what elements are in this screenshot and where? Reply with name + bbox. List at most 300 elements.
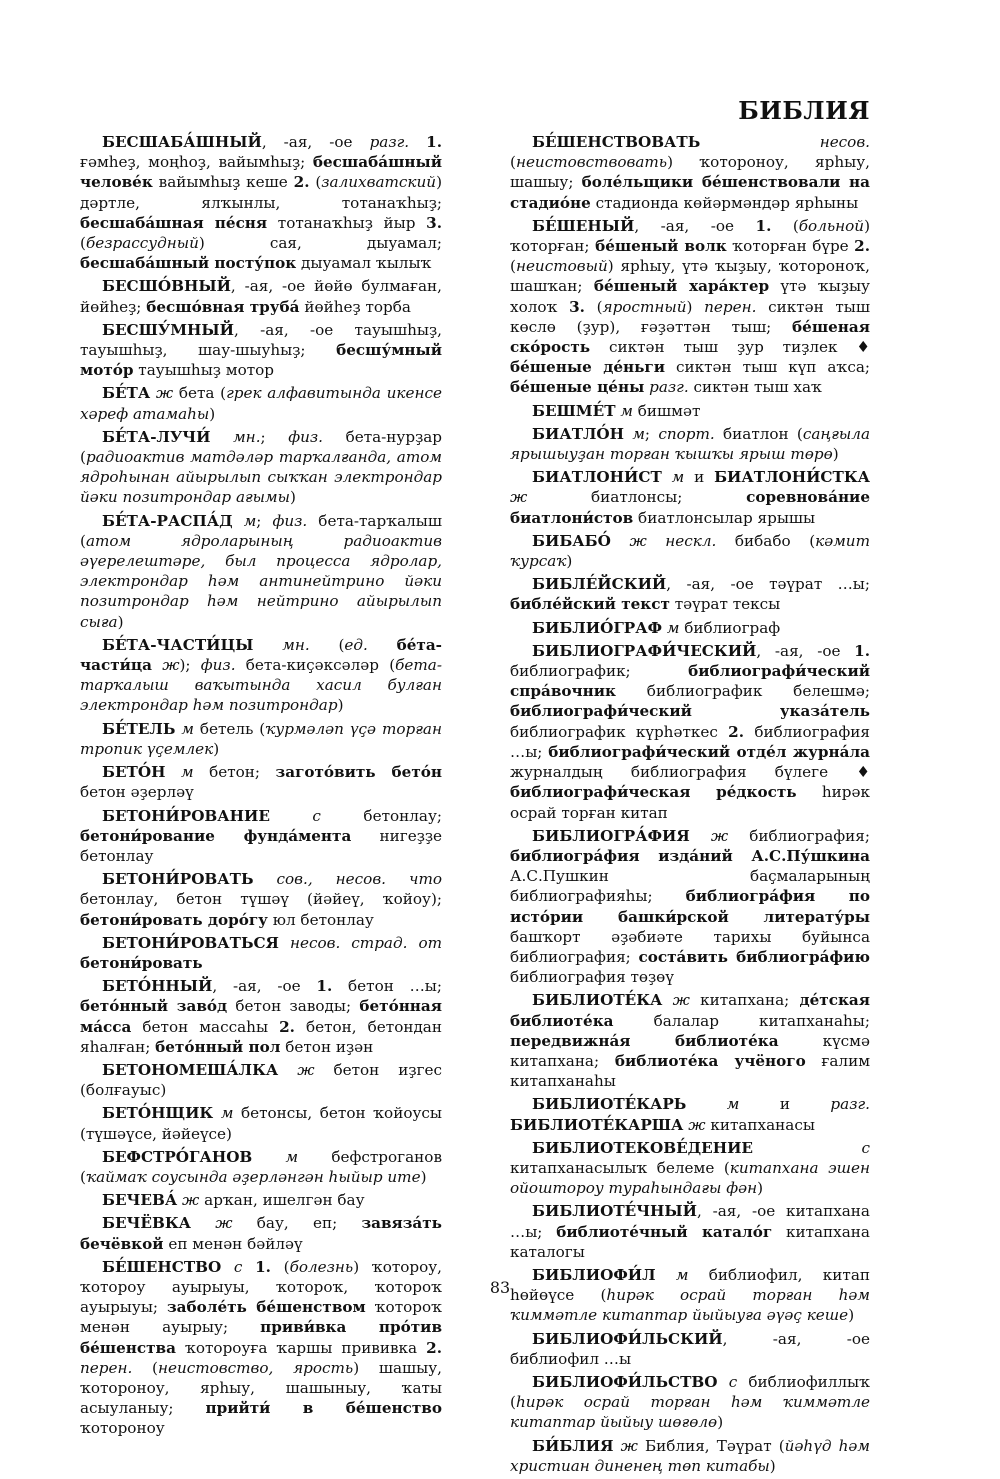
entry-example: заболе́ть бе́шенством	[166, 1298, 366, 1317]
entry-example: бе́та-части́ца	[80, 635, 442, 675]
dictionary-entry	[80, 1060, 442, 1100]
entry-text: бетон, бетондан яһалған;	[80, 1017, 442, 1056]
entry-label: ж нескл.	[629, 531, 717, 550]
entry-headword: БЕСШО́ВНЫЙ	[102, 277, 231, 296]
entry-text: , -ая, -ое	[634, 216, 756, 235]
entry-headword: БЕЧЕВА́	[102, 1191, 178, 1210]
entry-headword: БИ́БЛИЯ	[532, 1436, 614, 1455]
entry-label: безрассудный	[85, 234, 199, 253]
entry-label: бета-тарҡалыш ваҡытында хасил булған электрондар һәм позитрондар	[80, 656, 442, 715]
entry-text: күсмә китапхана;	[510, 1031, 870, 1070]
entry-text: балалар китапханаһы;	[613, 1011, 870, 1030]
entry-text: тотанаҡһыҙ йыр	[267, 213, 427, 232]
entry-label: неистовствовать	[515, 153, 668, 172]
entry-headword: БИБЛИОФИ́ЛЬСКИЙ	[532, 1329, 723, 1348]
entry-label: физ.	[288, 427, 323, 446]
entry-label: саңғыла ярышыуҙан торған ҡышҡы ярыш төрө	[510, 424, 870, 464]
entry-headword: БИБЛИОФИ́Л	[532, 1265, 656, 1284]
entry-label: мн.	[233, 427, 261, 446]
entry-text: тауышһыҙ мотор	[133, 361, 274, 380]
entry-label: ж	[620, 1436, 638, 1455]
entry-text: )	[213, 739, 220, 758]
entry-text: )	[832, 445, 839, 464]
entry-example: приви́вка про́тив бе́шенства	[80, 1318, 442, 1357]
entry-text: ) сая, дыуамал;	[198, 234, 442, 253]
entry-example: библиографи́ческий отде́л журна́ла	[548, 742, 870, 761]
dictionary-entry	[510, 1094, 870, 1134]
entry-text: , -ая, -ое йөйө булмаған, йөйһеҙ;	[80, 277, 442, 316]
entry-label: разг.	[830, 1095, 870, 1114]
entry-text: бета-тарҡалыш (	[80, 511, 443, 550]
entry-text: вайымһыҙ кеше	[152, 173, 294, 192]
entry-text: (	[510, 257, 516, 276]
entry-example: бе́шеный хара́ктер	[593, 277, 770, 296]
entry-text: бетон;	[193, 763, 276, 782]
entry-label: грек алфавитында икенсе хәреф атамаһы	[80, 384, 442, 423]
entry-headword: БИБЛИО́ГРАФ	[532, 618, 662, 637]
entry-text: )	[566, 552, 573, 571]
entry-example: бесшо́вная труба́	[146, 297, 300, 316]
entry-label: һирәк осрай торған һәм ҡиммәтле китаптар йыйыу шөғөлө	[510, 1393, 870, 1432]
entry-example: бесшаба́шная пе́сня	[80, 213, 268, 232]
entry-text: биатлонсылар ярышы	[633, 508, 816, 527]
entry-label: атом ядроларының радиоактив әүерелештәре, был процесса ядролар, электрондар һәм антинейтрино йәки позитрондар һәм нейтрино айырылып сыға	[80, 531, 442, 631]
entry-text	[753, 1139, 861, 1157]
entry-example: де́тская библиоте́ка	[510, 991, 870, 1030]
entry-text: сиктән тыш күп аҡса;	[665, 358, 870, 377]
entry-text: бау, еп;	[232, 1214, 362, 1233]
entry-text	[700, 133, 819, 151]
entry-example: библиографи́ческая ре́дкость	[510, 783, 797, 802]
entry-example: библиогра́фия изда́ний А.С.Пу́шкина	[510, 846, 870, 865]
entry-label: ж	[510, 488, 528, 507]
entry-text: )	[769, 1456, 776, 1475]
entry-text: (	[584, 297, 603, 316]
entry-example: 1.	[755, 216, 772, 235]
dictionary-entry	[80, 511, 442, 632]
entry-text: бефстроганов (	[80, 1147, 442, 1186]
entry-label: ж	[215, 1214, 233, 1233]
entry-label: физ.	[200, 656, 236, 675]
entry-label: китапхана эшен ойоштороу тураһындағы фән	[510, 1158, 870, 1198]
entry-example: завяза́ть бечёвкой	[80, 1214, 442, 1253]
entry-headword: БИБАБО́	[532, 531, 611, 550]
entry-label: ед.	[344, 635, 368, 654]
entry-text: , -ая, -ое	[756, 641, 855, 660]
dictionary-entry	[80, 383, 442, 423]
dictionary-entry	[510, 424, 870, 464]
entry-text: библиофил, китап һөйөүсе (	[510, 1265, 870, 1305]
dictionary-entry	[510, 531, 870, 571]
entry-text	[213, 1104, 221, 1122]
left-column	[80, 132, 442, 1442]
entry-text: башҡорт әҙәбиәте тарихы буйынса библиография;	[510, 927, 870, 966]
entry-label: перен.	[80, 1358, 133, 1377]
entry-text: ҡотороуға ҡаршы прививка	[175, 1338, 427, 1357]
entry-text: , -ая, -ое тауышһыҙ, тауышһыҙ, шау-шыуһыҙ;	[80, 320, 442, 360]
entry-text: );	[179, 656, 201, 675]
entry-headword: БИБЛЕ́ЙСКИЙ	[532, 575, 667, 594]
entry-example: библиоте́чный катало́г	[556, 1222, 773, 1241]
dictionary-entry	[80, 976, 442, 1057]
entry-example: библиографи́ческий указа́тель	[510, 702, 870, 721]
entry-text	[686, 1095, 726, 1113]
entry-headword: БИБЛИОТЕ́КА	[532, 991, 663, 1010]
entry-label: сов., несов. что	[276, 870, 443, 889]
page-header-title: БИБЛИЯ	[738, 96, 870, 125]
entry-text: сиктән тыш ҙур тиҙлек ♦	[590, 338, 870, 357]
entry-headword: БЕ́ШЕНСТВОВАТЬ	[532, 133, 701, 151]
dictionary-entry	[510, 641, 870, 823]
entry-example: бе́шеная ско́рость	[510, 317, 870, 357]
dictionary-entry	[510, 1201, 870, 1262]
entry-label: ж	[688, 1115, 706, 1134]
dictionary-entry	[80, 1190, 442, 1210]
entry-text: бета-нурҙар (	[80, 427, 442, 467]
entry-example: 1.	[426, 133, 443, 151]
entry-text: бета-киҫәксәләр (	[235, 656, 396, 675]
entry-text: сиктән тыш көслө (ҙур), ғәҙәттән тыш;	[510, 297, 870, 336]
entry-label: неистовство, ярость	[157, 1358, 354, 1377]
entry-text	[270, 807, 313, 825]
entry-example: соревнова́ние биатлони́стов	[510, 488, 870, 527]
entry-example: прийти́ в бе́шенство	[205, 1399, 442, 1418]
entry-headword: БИАТЛОНИ́СТ	[532, 468, 662, 487]
dictionary-entry	[80, 320, 442, 381]
entry-example: 1.	[316, 977, 333, 996]
entry-label: м	[220, 1104, 234, 1123]
entry-text: и	[739, 1095, 831, 1114]
entry-headword: БИАТЛО́Н	[532, 424, 625, 443]
entry-headword: БЕФСТРО́ГАНОВ	[102, 1147, 253, 1166]
entry-example: 2.	[279, 1017, 295, 1036]
entry-headword: БЕ́ТЕЛЬ	[102, 719, 176, 738]
entry-text: , -ая, -ое тәүрат …ы;	[666, 575, 870, 594]
dictionary-entry	[80, 1147, 442, 1187]
entry-example: бе́шеный волк	[595, 237, 727, 256]
entry-text: библиографик күрһәткес	[510, 722, 729, 741]
entry-text: стадионда көйәрмәндәр ярһыны	[590, 193, 859, 212]
entry-example: бетони́ровать	[80, 953, 203, 972]
entry-headword: БЕТОНИ́РОВАТЬСЯ	[102, 933, 279, 952]
entry-text: , -ая, -ое библиофил …ы	[510, 1329, 870, 1368]
entry-text: библиография;	[728, 826, 870, 845]
entry-text: бишмәт	[632, 401, 701, 420]
entry-text: ;	[644, 424, 659, 443]
entry-label: м	[671, 468, 685, 487]
entry-text: бетон …ы;	[332, 977, 443, 996]
entry-label: физ.	[272, 511, 308, 530]
entry-text	[613, 1437, 620, 1455]
entry-headword: БИБЛИОТЕКОВЕ́ДЕНИЕ	[532, 1138, 754, 1157]
entry-text: бетонсы, бетон ҡойоусы (түшәүсе, йәйеүсе)	[80, 1104, 442, 1143]
entry-label: м	[632, 424, 645, 443]
entry-label: йәһүд һәм христиан диненең төп китабы	[510, 1436, 870, 1475]
page-number: 83	[489, 1278, 511, 1297]
entry-label: радиоактив матдәләр тарҡалғанда, атом ядроһынан айырылып сыҡҡан электрондар йәки позитрондар ағымы	[80, 448, 442, 507]
entry-example: бетони́рование фунда́мента	[80, 826, 352, 845]
entry-text: и	[684, 468, 715, 487]
dictionary-entry	[80, 635, 442, 716]
entry-example: 2.	[293, 173, 310, 192]
entry-example: передвижна́я библиоте́ка	[510, 1031, 779, 1050]
entry-text: бетель (	[193, 719, 266, 738]
entry-label: м	[620, 401, 633, 420]
entry-label: ҡурмәләп үҫә торған тропик үҫемлек	[80, 719, 442, 758]
entry-text: юл бетонлау	[267, 910, 374, 929]
entry-example: БИАТЛОНИ́СТКА	[714, 468, 871, 487]
entry-text: бетон заводы;	[227, 997, 360, 1016]
entry-label: спорт.	[658, 424, 715, 443]
dictionary-entry	[510, 216, 870, 398]
entry-example: библиогра́фия по исто́рии башки́рской литерату́ры	[510, 887, 870, 926]
entry-text	[211, 428, 234, 446]
entry-headword: БЕТОНИ́РОВАТЬ	[102, 870, 254, 889]
entry-example: бесшу́мный мото́р	[80, 341, 442, 380]
entry-text: (	[510, 153, 516, 172]
entry-headword: БЕТОНИ́РОВАНИЕ	[102, 806, 270, 825]
entry-text: биатлон (	[714, 424, 803, 443]
entry-headword: БЕ́ТА	[102, 384, 151, 403]
dictionary-entry	[510, 1329, 870, 1369]
entry-text: ғалим китапханаһы	[510, 1051, 871, 1091]
entry-text: китапхана каталогы	[510, 1222, 870, 1261]
entry-text: һирәк осрай торған китап	[510, 783, 871, 822]
entry-label: яростный	[602, 297, 687, 316]
entry-example: бе́шеные де́ньги	[510, 358, 666, 377]
entry-example: бето́нный заво́д	[80, 997, 228, 1016]
entry-label: несов.	[819, 133, 870, 151]
entry-text: ;	[256, 511, 273, 530]
entry-label: больной	[798, 216, 865, 235]
entry-text: ) ярһыу, үтә ҡыҙыу, ҡотороноҡ, шашҡан;	[510, 257, 870, 296]
entry-label: несов. страд. от	[289, 933, 442, 952]
entry-text: бета (	[173, 384, 227, 403]
dictionary-entry	[80, 427, 442, 508]
dictionary-entry	[510, 401, 870, 421]
entry-headword: БИБЛИОГРАФИ́ЧЕСКИЙ	[532, 641, 757, 660]
entry-headword: БЕСШАБА́ШНЫЙ	[102, 133, 262, 151]
entry-text	[662, 468, 672, 486]
entry-example: бетони́ровать доро́гу	[80, 910, 268, 929]
entry-text: (	[270, 1257, 290, 1276]
entry-label: м	[180, 763, 194, 782]
entry-headword: БИБЛИОТЕ́КАРЬ	[532, 1095, 687, 1114]
entry-text: йөйһеҙ торба	[299, 297, 411, 316]
entry-label: мн.	[282, 635, 310, 654]
dictionary-entry	[80, 276, 442, 316]
entry-text: )	[337, 696, 344, 715]
entry-text: , -ая, -ое	[261, 133, 370, 151]
entry-text	[253, 636, 282, 654]
entry-text: )	[717, 1413, 724, 1432]
entry-text: библиография төҙөү	[510, 968, 674, 987]
entry-label: с	[312, 806, 321, 825]
entry-text	[242, 1258, 255, 1276]
entry-label: ж	[297, 1060, 315, 1079]
entry-label: ж	[672, 991, 690, 1010]
dictionary-entry	[80, 1213, 442, 1253]
entry-text	[611, 532, 630, 550]
entry-text: дыуамал ҡылыҡ	[296, 254, 432, 273]
entry-label: неистовый	[515, 257, 608, 276]
entry-text: бетон иҙән	[280, 1037, 374, 1056]
entry-text: бетонлау, бетон түшәү (йәйеү, ҡойоу);	[80, 890, 442, 909]
entry-text: )	[117, 612, 124, 631]
entry-text: ) ҡотороноу, ярһыу, шашыу;	[510, 153, 870, 192]
entry-example: бето́нный пол	[155, 1037, 281, 1056]
entry-text: ҡотороҡ менән ауырыу;	[80, 1298, 442, 1337]
entry-label: разг.	[649, 378, 689, 397]
entry-label: разг.	[369, 133, 410, 151]
entry-label: с	[861, 1138, 870, 1157]
entry-headword: БЕ́ШЕНСТВО	[102, 1257, 222, 1276]
entry-text: ҡотороноу	[80, 1419, 165, 1438]
entry-text: ) ҡоторған;	[510, 216, 870, 256]
entry-headword: БЕТО́Н	[102, 763, 166, 782]
entry-label: ж	[182, 1191, 200, 1210]
entry-example: 1.	[255, 1257, 271, 1276]
entry-text	[253, 870, 276, 888]
entry-example: библиографи́ческий спра́вочник	[510, 662, 870, 701]
entry-text	[368, 636, 397, 654]
entry-text: бетон әҙерләү	[80, 783, 194, 802]
entry-text: библиография …ы;	[510, 722, 871, 761]
entry-text: еп менән бәйләү	[163, 1234, 303, 1253]
entry-label: залихватский	[321, 173, 437, 192]
entry-text	[252, 1148, 285, 1166]
entry-example: 3.	[426, 213, 442, 232]
entry-headword: БИБЛИОГРА́ФИЯ	[532, 826, 690, 845]
entry-text	[221, 1258, 234, 1276]
entry-example: 2.	[426, 1338, 442, 1357]
right-column	[510, 132, 870, 1479]
entry-text: библиографик белешмә;	[615, 682, 870, 701]
entry-text: сиктән тыш хаҡ	[688, 378, 822, 397]
entry-text	[279, 934, 290, 952]
entry-example: библиоте́ка учёного	[614, 1051, 806, 1070]
entry-label: болезнь	[289, 1257, 354, 1276]
entry-headword: БЕ́ТА-ЧАСТИ́ЦЫ	[102, 635, 254, 654]
entry-text: бетон иҙгес (болғауыс)	[80, 1060, 442, 1100]
entry-example: 2.	[854, 237, 871, 256]
entry-headword: БЕСШУ́МНЫЙ	[102, 320, 234, 339]
entry-text: китапханасылыҡ белеме (	[510, 1158, 730, 1177]
entry-text: )	[686, 297, 705, 316]
entry-text: бетонлау;	[320, 806, 442, 825]
entry-example: бесшаба́шный челове́к	[80, 153, 442, 192]
entry-label: м	[675, 1265, 689, 1284]
dictionary-entry	[510, 618, 870, 638]
dictionary-entry	[80, 1103, 442, 1143]
dictionary-entry	[80, 933, 442, 973]
entry-text: библиографик;	[510, 662, 689, 681]
entry-text: )	[757, 1179, 764, 1198]
entry-example: БИБЛИОТЕ́КАРША	[510, 1115, 684, 1134]
entry-text: биатлонсы;	[527, 488, 747, 507]
dictionary-entry	[510, 574, 870, 614]
entry-label: м	[243, 511, 257, 530]
entry-label: м	[666, 618, 680, 637]
entry-text	[718, 1373, 729, 1391]
dictionary-entry	[510, 132, 870, 213]
entry-example: 3.	[569, 297, 585, 316]
entry-example: загото́вить бето́н	[275, 763, 443, 782]
entry-label: ҡаймаҡ соусында әҙерләнгән һыйыр ите	[85, 1167, 421, 1186]
entry-label: перен.	[704, 297, 757, 316]
entry-label: м	[726, 1095, 740, 1114]
entry-label: с	[233, 1257, 243, 1276]
entry-text: А.С.Пушкин баҫмаларының библиографияһы;	[510, 867, 870, 906]
entry-text: (	[309, 635, 345, 654]
dictionary-entry	[510, 1436, 870, 1476]
entry-headword: БИБЛИОФИ́ЛЬСТВО	[532, 1372, 718, 1391]
entry-text	[191, 1214, 215, 1232]
entry-text	[662, 991, 672, 1009]
entry-headword: БИБЛИОТЕ́ЧНЫЙ	[532, 1202, 698, 1221]
entry-text: тәүрат тексы	[669, 595, 781, 614]
entry-example: 2.	[728, 722, 745, 741]
entry-headword: БЕТО́НЩИК	[102, 1104, 214, 1123]
entry-text: ғәмһеҙ, моңһоҙ, вайымһыҙ;	[80, 153, 313, 172]
dictionary-entry	[510, 990, 870, 1091]
entry-example: 1.	[854, 641, 870, 660]
entry-text: журналдың библиография бүлеге ♦	[510, 763, 870, 782]
dictionary-entry	[510, 1372, 870, 1433]
entry-label: с	[728, 1372, 738, 1391]
entry-text: )	[209, 404, 216, 423]
entry-text: , -ая, -ое китапхана …ы;	[510, 1202, 870, 1241]
entry-example: бе́шеные це́ны	[510, 378, 645, 397]
entry-text: )	[290, 488, 296, 507]
entry-text: китапхана;	[689, 991, 800, 1010]
entry-example: бето́нная ма́сса	[80, 997, 442, 1036]
entry-text: ) ҡотороу, ҡотороу ауырыуы, ҡотороҡ, ҡотороҡ ауырыуы;	[80, 1257, 443, 1317]
dictionary-entry	[80, 869, 442, 930]
entry-headword: БЕ́ШЕНЫЙ	[532, 216, 635, 235]
entry-text: ;	[260, 427, 289, 446]
entry-text: арҡан, ишелгән бау	[199, 1191, 365, 1210]
dictionary-entry	[510, 467, 870, 528]
entry-label: м	[181, 719, 194, 738]
entry-text: ) дәртле, ялҡынлы, тотанаҡһыҙ;	[80, 173, 442, 212]
entry-text	[165, 763, 181, 781]
dictionary-entry	[80, 762, 442, 802]
dictionary-entry	[510, 1138, 870, 1199]
entry-headword: БЕ́ТА-РАСПА́Д	[102, 511, 233, 530]
entry-text: бибабо (	[716, 531, 816, 550]
dictionary-entry	[510, 826, 870, 988]
entry-label: ж	[710, 826, 729, 845]
entry-label: ж	[155, 384, 174, 403]
entry-text: библиограф	[679, 618, 781, 637]
entry-headword: БЕЧЁВКА	[102, 1214, 192, 1233]
entry-text	[278, 1061, 297, 1079]
entry-text	[409, 133, 426, 151]
dictionary-entry	[80, 719, 442, 759]
entry-text: бетон массаһы	[131, 1017, 280, 1036]
dictionary-entry	[80, 132, 442, 273]
entry-text: ) шашыу, ҡотороноу, ярһыу, шашыныу, ҡаты асыуланыу;	[80, 1358, 442, 1418]
entry-text: библиофиллыҡ (	[510, 1372, 870, 1412]
entry-example: боле́льщики бе́шенствовали на стадио́не	[510, 173, 870, 212]
entry-text: китапханасы	[705, 1115, 815, 1134]
entry-headword: БЕТО́ННЫЙ	[102, 977, 213, 996]
entry-example: библе́йский текст	[510, 595, 670, 614]
entry-label: м	[285, 1147, 299, 1166]
entry-text: (	[80, 234, 86, 253]
entry-text	[233, 512, 244, 530]
